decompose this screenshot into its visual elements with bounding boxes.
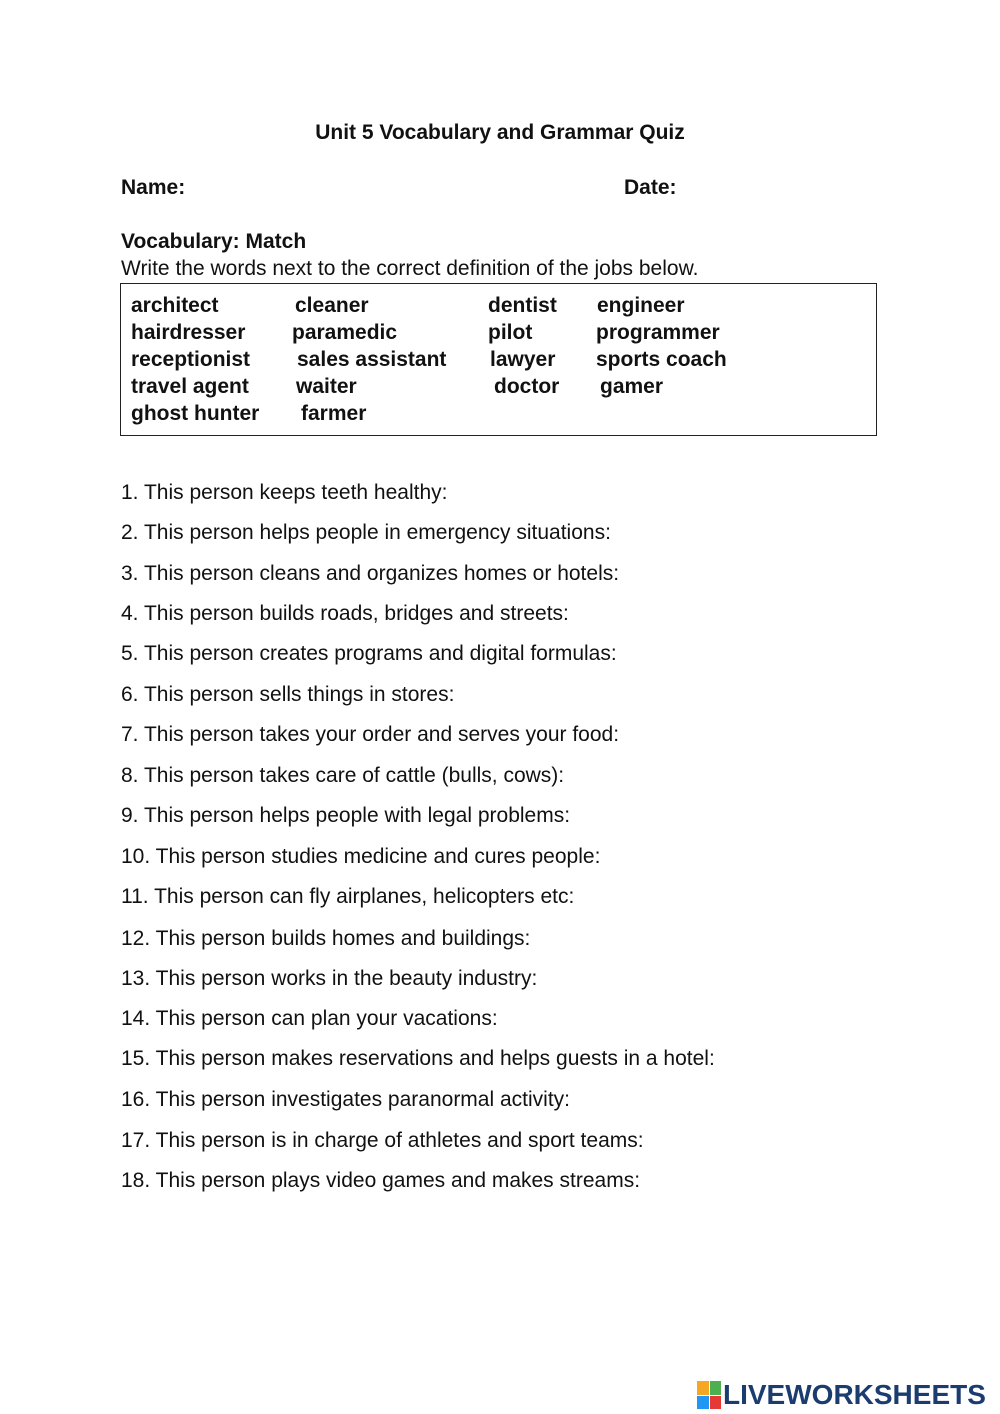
worksheet-title: Unit 5 Vocabulary and Grammar Quiz bbox=[315, 121, 685, 144]
logo-text: LIVEWORKSHEETS bbox=[723, 1379, 986, 1410]
question-item: 6. This person sells things in stores: bbox=[121, 683, 455, 706]
question-item: 15. This person makes reservations and helps guests in a hotel: bbox=[121, 1047, 715, 1070]
word-bank-item: dentist bbox=[488, 294, 557, 317]
word-bank-item: doctor bbox=[494, 375, 560, 398]
logo-square-icon bbox=[697, 1381, 709, 1395]
word-bank-item: travel agent bbox=[131, 375, 249, 398]
question-item: 11. This person can fly airplanes, helicopters etc: bbox=[121, 885, 575, 908]
word-bank-item: receptionist bbox=[131, 348, 251, 371]
logo-square-icon bbox=[710, 1396, 722, 1410]
word-bank-box bbox=[120, 283, 877, 436]
word-bank-item: paramedic bbox=[292, 321, 398, 344]
word-bank-item: hairdresser bbox=[131, 321, 246, 344]
vocabulary-instructions: Write the words next to the correct definition of the jobs below. bbox=[121, 257, 699, 280]
question-item: 12. This person builds homes and buildings: bbox=[121, 927, 531, 950]
question-item: 5. This person creates programs and digital formulas: bbox=[121, 642, 617, 665]
question-item: 4. This person builds roads, bridges and streets: bbox=[121, 602, 569, 625]
name-label: Name: bbox=[121, 176, 186, 199]
word-bank-item: ghost hunter bbox=[131, 402, 260, 425]
word-bank-item: sports coach bbox=[596, 348, 727, 371]
question-item: 9. This person helps people with legal problems: bbox=[121, 804, 571, 827]
word-bank-item: cleaner bbox=[295, 294, 369, 317]
logo-mark-icon bbox=[697, 1381, 721, 1409]
question-item: 10. This person studies medicine and cures people: bbox=[121, 845, 601, 868]
word-bank-item: pilot bbox=[488, 321, 533, 344]
question-item: 3. This person cleans and organizes homes or hotels: bbox=[121, 562, 620, 585]
question-item: 1. This person keeps teeth healthy: bbox=[121, 481, 448, 504]
vocabulary-heading: Vocabulary: Match bbox=[121, 230, 307, 253]
word-bank-item: lawyer bbox=[490, 348, 556, 371]
word-bank-item: architect bbox=[131, 294, 219, 317]
word-bank-item: programmer bbox=[596, 321, 720, 344]
logo-square-icon bbox=[697, 1396, 709, 1410]
question-item: 16. This person investigates paranormal activity: bbox=[121, 1088, 570, 1111]
word-bank-item: waiter bbox=[296, 375, 357, 398]
word-bank-item: sales assistant bbox=[297, 348, 447, 371]
date-label: Date: bbox=[624, 176, 677, 199]
question-item: 13. This person works in the beauty industry: bbox=[121, 967, 538, 990]
logo-square-icon bbox=[710, 1381, 722, 1395]
question-item: 14. This person can plan your vacations: bbox=[121, 1007, 498, 1030]
question-item: 18. This person plays video games and makes streams: bbox=[121, 1169, 641, 1192]
word-bank-item: engineer bbox=[597, 294, 685, 317]
question-item: 2. This person helps people in emergency situations: bbox=[121, 521, 611, 544]
question-item: 17. This person is in charge of athletes and sport teams: bbox=[121, 1129, 644, 1152]
liveworksheets-logo bbox=[697, 1378, 986, 1412]
question-item: 7. This person takes your order and serves your food: bbox=[121, 723, 620, 746]
word-bank-item: gamer bbox=[600, 375, 664, 398]
question-item: 8. This person takes care of cattle (bulls, cows): bbox=[121, 764, 565, 787]
word-bank-item: farmer bbox=[301, 402, 367, 425]
